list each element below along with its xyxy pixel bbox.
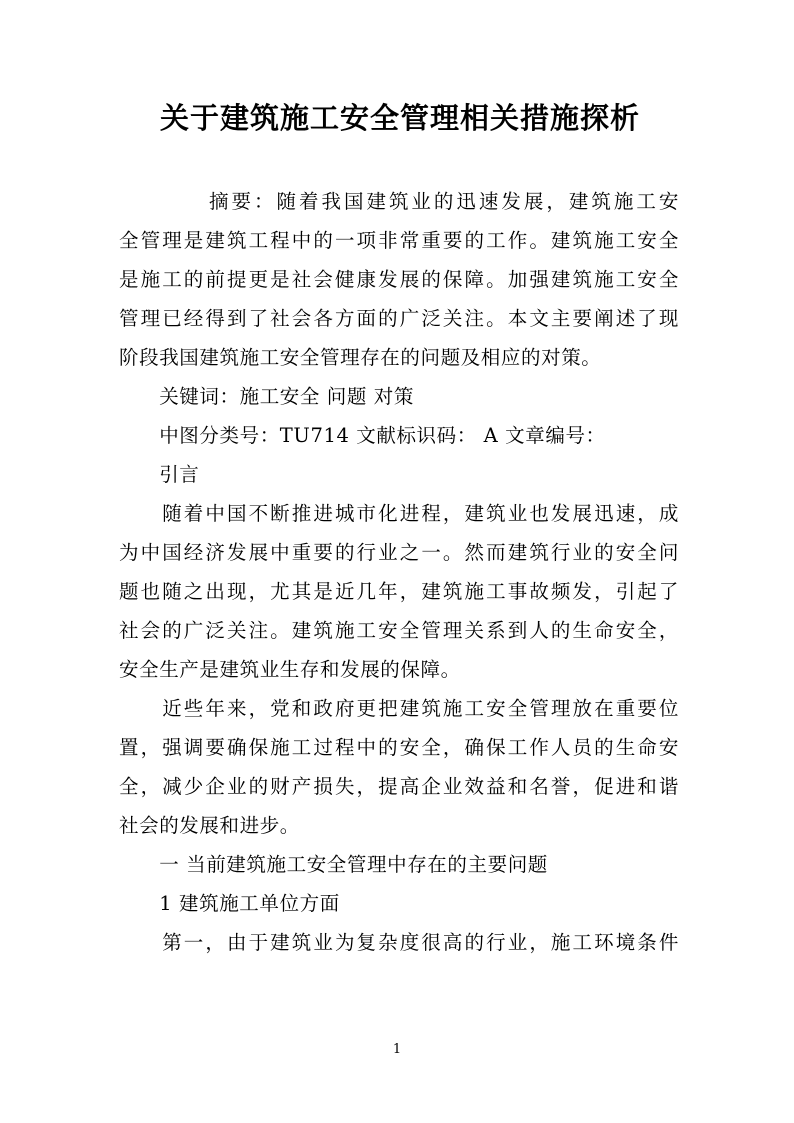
section-heading-introduction: 引言 [119, 463, 200, 486]
classification-line: 中图分类号：TU714 文献标识码： A 文章编号： [119, 424, 606, 447]
body-line: 社会的发展和进步。 [119, 814, 300, 837]
abstract-line-3: 是施工的前提更是社会健康发展的保障。加强建筑施工安全 [119, 268, 679, 291]
body-line: 第一，由于建筑业为复杂度很高的行业，施工环境条件 [119, 931, 679, 954]
body-line: 置，强调要确保施工过程中的安全，确保工作人员的生命安 [119, 736, 679, 759]
body-line: 近些年来，党和政府更把建筑施工安全管理放在重要位 [119, 697, 679, 720]
abstract-line-4: 管理已经得到了社会各方面的广泛关注。本文主要阐述了现 [119, 307, 679, 330]
body-line: 社会的广泛关注。建筑施工安全管理关系到人的生命安全， [119, 619, 679, 642]
body-line: 全，减少企业的财产损失，提高企业效益和名誉，促进和谐 [119, 775, 679, 798]
subsection-heading-1-1: 1 建筑施工单位方面 [119, 892, 340, 915]
abstract-line-5: 阶段我国建筑施工安全管理存在的问题及相应的对策。 [119, 346, 602, 369]
page-number: 1 [392, 1042, 402, 1057]
abstract-line-1: 摘要：随着我国建筑业的迅速发展，建筑施工安 [119, 190, 679, 213]
body-line: 安全生产是建筑业生存和发展的保障。 [119, 658, 461, 681]
body-line: 随着中国不断推进城市化进程，建筑业也发展迅速，成 [119, 502, 679, 525]
section-heading-1: 一 当前建筑施工安全管理中存在的主要问题 [119, 853, 548, 876]
body-line: 题也随之出现，尤其是近几年，建筑施工事故频发，引起了 [119, 580, 679, 603]
document-title: 关于建筑施工安全管理相关措施探析 [159, 101, 640, 135]
keywords-line: 关键词：施工安全 问题 对策 [119, 385, 414, 408]
body-line: 为中国经济发展中重要的行业之一。然而建筑行业的安全问 [119, 541, 679, 564]
abstract-line-2: 全管理是建筑工程中的一项非常重要的工作。建筑施工安全 [119, 229, 679, 252]
